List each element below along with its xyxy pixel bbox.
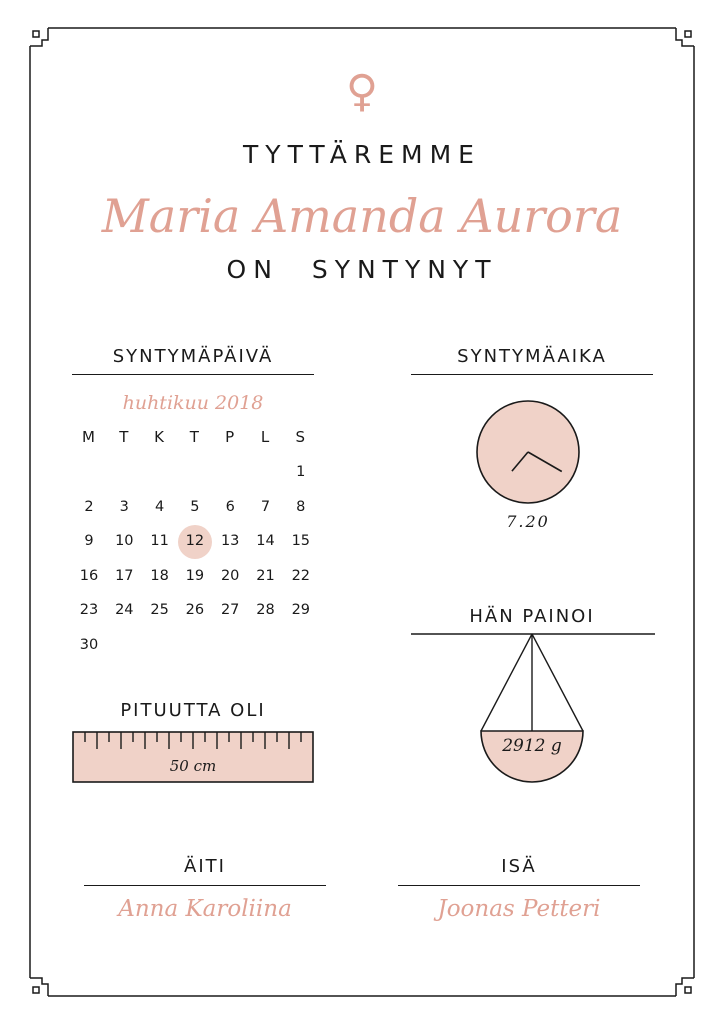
calendar-day: 23 [79, 602, 99, 619]
calendar-day: 13 [220, 533, 240, 550]
calendar-weekday: S [295, 428, 307, 446]
calendar-grid [74, 428, 314, 668]
father-heading: ISÄ [501, 856, 537, 877]
calendar-day: 9 [84, 533, 94, 550]
calendar-weekday: K [154, 428, 166, 446]
length-value: 50 cm [169, 757, 217, 775]
female-symbol-icon: ♀ [345, 66, 379, 117]
calendar-weekday: L [260, 428, 271, 446]
mother-rule [84, 885, 326, 886]
calendar-day: 5 [190, 498, 200, 515]
calendar-day: 7 [260, 498, 271, 515]
calendar-day: 8 [296, 498, 306, 515]
calendar-weekday: M [82, 428, 96, 446]
calendar-weekday: T [119, 428, 130, 446]
calendar-day: 18 [150, 567, 169, 584]
calendar-day: 16 [79, 567, 99, 584]
calendar-day: 24 [115, 602, 134, 619]
calendar-day: 29 [291, 602, 311, 619]
calendar-day: 30 [79, 637, 99, 653]
title-line-1: TYTTÄREMME [243, 140, 481, 169]
calendar-day: 21 [256, 567, 275, 584]
calendar-weekday: P [225, 428, 236, 446]
mother-name: Anna Karoliina [118, 896, 292, 922]
scale-icon [411, 633, 655, 793]
calendar-day: 2 [84, 498, 94, 515]
calendar-day: 17 [115, 567, 134, 584]
calendar-day: 12 [185, 533, 205, 550]
calendar-day: 28 [256, 602, 275, 619]
father-name: Joonas Petteri [437, 896, 601, 922]
calendar-day: 6 [225, 498, 235, 515]
title-line-2: ON SYNTYNYT [226, 255, 498, 284]
clock-icon [472, 400, 584, 504]
birth-time: 7.20 [506, 512, 550, 531]
mother-heading: ÄITI [184, 856, 226, 877]
calendar-day: 19 [185, 567, 205, 584]
length-heading: PITUUTTA OLI [120, 700, 266, 721]
father-rule [398, 885, 640, 886]
calendar-day: 4 [154, 498, 165, 515]
calendar-day: 14 [256, 533, 275, 550]
calendar-day: 11 [150, 533, 169, 550]
time-rule [411, 374, 653, 375]
weight-heading: HÄN PAINOI [469, 606, 595, 627]
time-heading: SYNTYMÄAIKA [457, 346, 607, 367]
calendar-day: 3 [119, 498, 129, 515]
calendar-day: 10 [115, 533, 134, 550]
birthday-rule [72, 374, 314, 375]
birthday-heading: SYNTYMÄPÄIVÄ [112, 346, 274, 367]
calendar-day: 27 [220, 602, 240, 619]
calendar-weekday: T [189, 428, 200, 446]
calendar-day: 20 [220, 567, 240, 584]
child-name: Maria Amanda Aurora [101, 189, 623, 243]
calendar-day: 26 [185, 602, 205, 619]
weight-value: 2912 g [502, 736, 562, 756]
calendar-month: huhtikuu 2018 [122, 392, 264, 414]
calendar-day: 15 [291, 533, 311, 550]
calendar-day: 22 [291, 567, 311, 584]
calendar-day: 1 [296, 464, 306, 480]
calendar-day: 25 [150, 602, 169, 619]
